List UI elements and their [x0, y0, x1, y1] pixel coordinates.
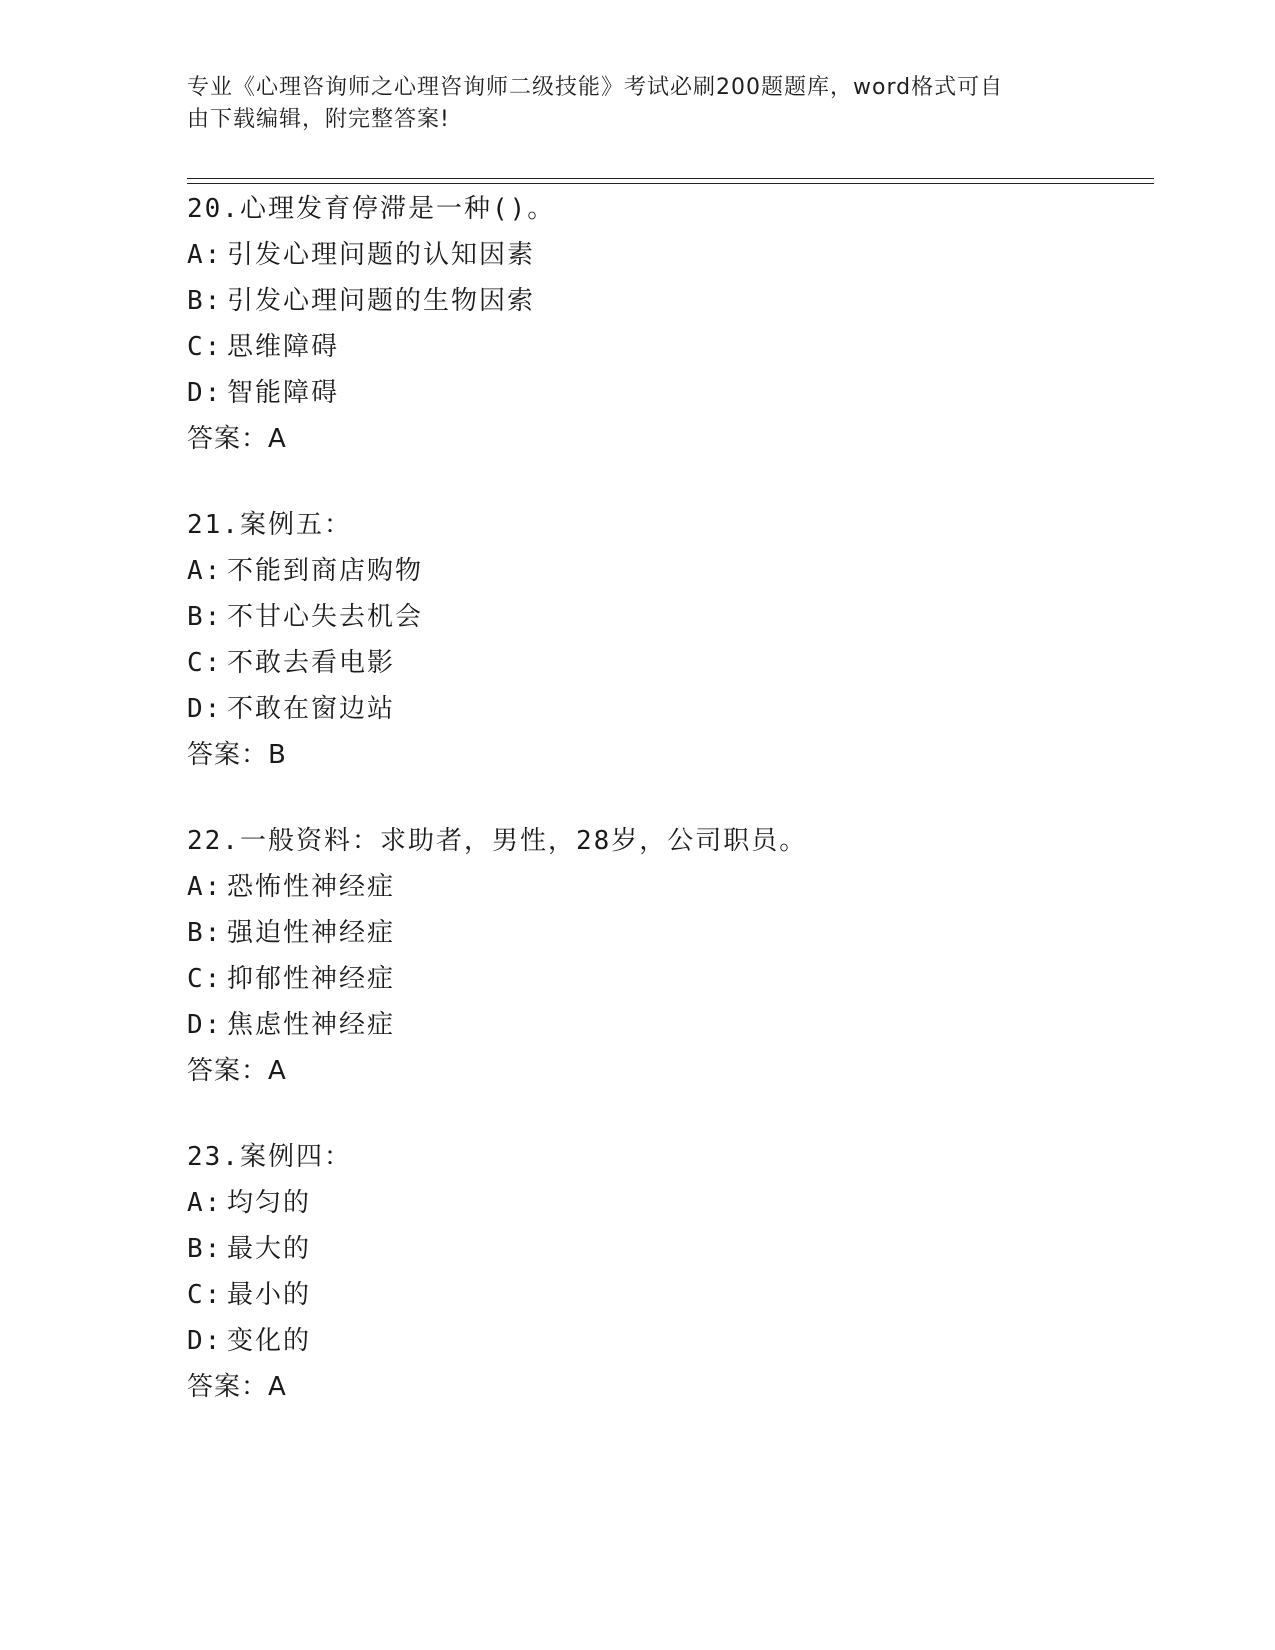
question-stem: 20.心理发育停滞是一种()。 [187, 194, 556, 224]
option-a [187, 864, 1147, 910]
option-text: 强迫性神经症 [227, 918, 396, 948]
header-line-1: 专业《心理咨询师之心理咨询师二级技能》考试必刷200题题库，word格式可自 [187, 75, 1004, 100]
answer-line: 答案：A [187, 1056, 287, 1086]
option-label: A: [187, 1188, 223, 1218]
option-b [187, 594, 1147, 640]
option-text: 智能障碍 [227, 378, 340, 408]
option-text: 均匀的 [227, 1188, 312, 1218]
option-text: 变化的 [227, 1326, 312, 1356]
option-label: D: [187, 694, 223, 724]
option-d [187, 370, 1147, 416]
option-label: D: [187, 1326, 223, 1356]
option-a [187, 548, 1147, 594]
option-label: C: [187, 648, 223, 678]
option-b [187, 278, 1147, 324]
question-block [187, 186, 1147, 462]
option-label: B: [187, 918, 223, 948]
option-text: 引发心理问题的生物因索 [227, 286, 536, 316]
option-text: 不敢在窗边站 [227, 694, 396, 724]
answer-line: 答案：A [187, 1372, 287, 1402]
option-label: A: [187, 240, 223, 270]
option-label: D: [187, 378, 223, 408]
option-label: C: [187, 964, 223, 994]
option-label: A: [187, 556, 223, 586]
answer-line: 答案：B [187, 740, 287, 770]
option-b [187, 1226, 1147, 1272]
option-d [187, 1318, 1147, 1364]
question-block [187, 502, 1147, 778]
option-a [187, 232, 1147, 278]
option-c [187, 1272, 1147, 1318]
option-text: 不能到商店购物 [227, 556, 424, 586]
header-line-2: 由下载编辑，附完整答案! [187, 107, 450, 132]
option-text: 抑郁性神经症 [227, 964, 396, 994]
option-d [187, 1002, 1147, 1048]
option-label: B: [187, 286, 223, 316]
option-text: 恐怖性神经症 [227, 872, 396, 902]
option-label: A: [187, 872, 223, 902]
header-rule-bottom [187, 183, 1154, 184]
option-c [187, 956, 1147, 1002]
option-a [187, 1180, 1147, 1226]
option-text: 最小的 [227, 1280, 312, 1310]
option-c [187, 640, 1147, 686]
question-block [187, 1134, 1147, 1410]
answer-line: 答案：A [187, 424, 287, 454]
question-block [187, 818, 1147, 1094]
document-header [187, 72, 1067, 136]
option-label: C: [187, 332, 223, 362]
option-text: 思维障碍 [227, 332, 340, 362]
option-label: B: [187, 602, 223, 632]
question-stem: 22.一般资料：求助者，男性，28岁，公司职员。 [187, 826, 808, 856]
option-text: 不敢去看电影 [227, 648, 396, 678]
option-d [187, 686, 1147, 732]
option-label: D: [187, 1010, 223, 1040]
option-label: C: [187, 1280, 223, 1310]
option-text: 最大的 [227, 1234, 312, 1264]
option-b [187, 910, 1147, 956]
option-text: 不甘心失去机会 [227, 602, 424, 632]
question-stem: 23.案例四： [187, 1142, 352, 1172]
option-text: 引发心理问题的认知因素 [227, 240, 536, 270]
header-rule-top [187, 178, 1154, 179]
option-text: 焦虑性神经症 [227, 1010, 396, 1040]
option-label: B: [187, 1234, 223, 1264]
option-c [187, 324, 1147, 370]
question-stem: 21.案例五： [187, 510, 352, 540]
